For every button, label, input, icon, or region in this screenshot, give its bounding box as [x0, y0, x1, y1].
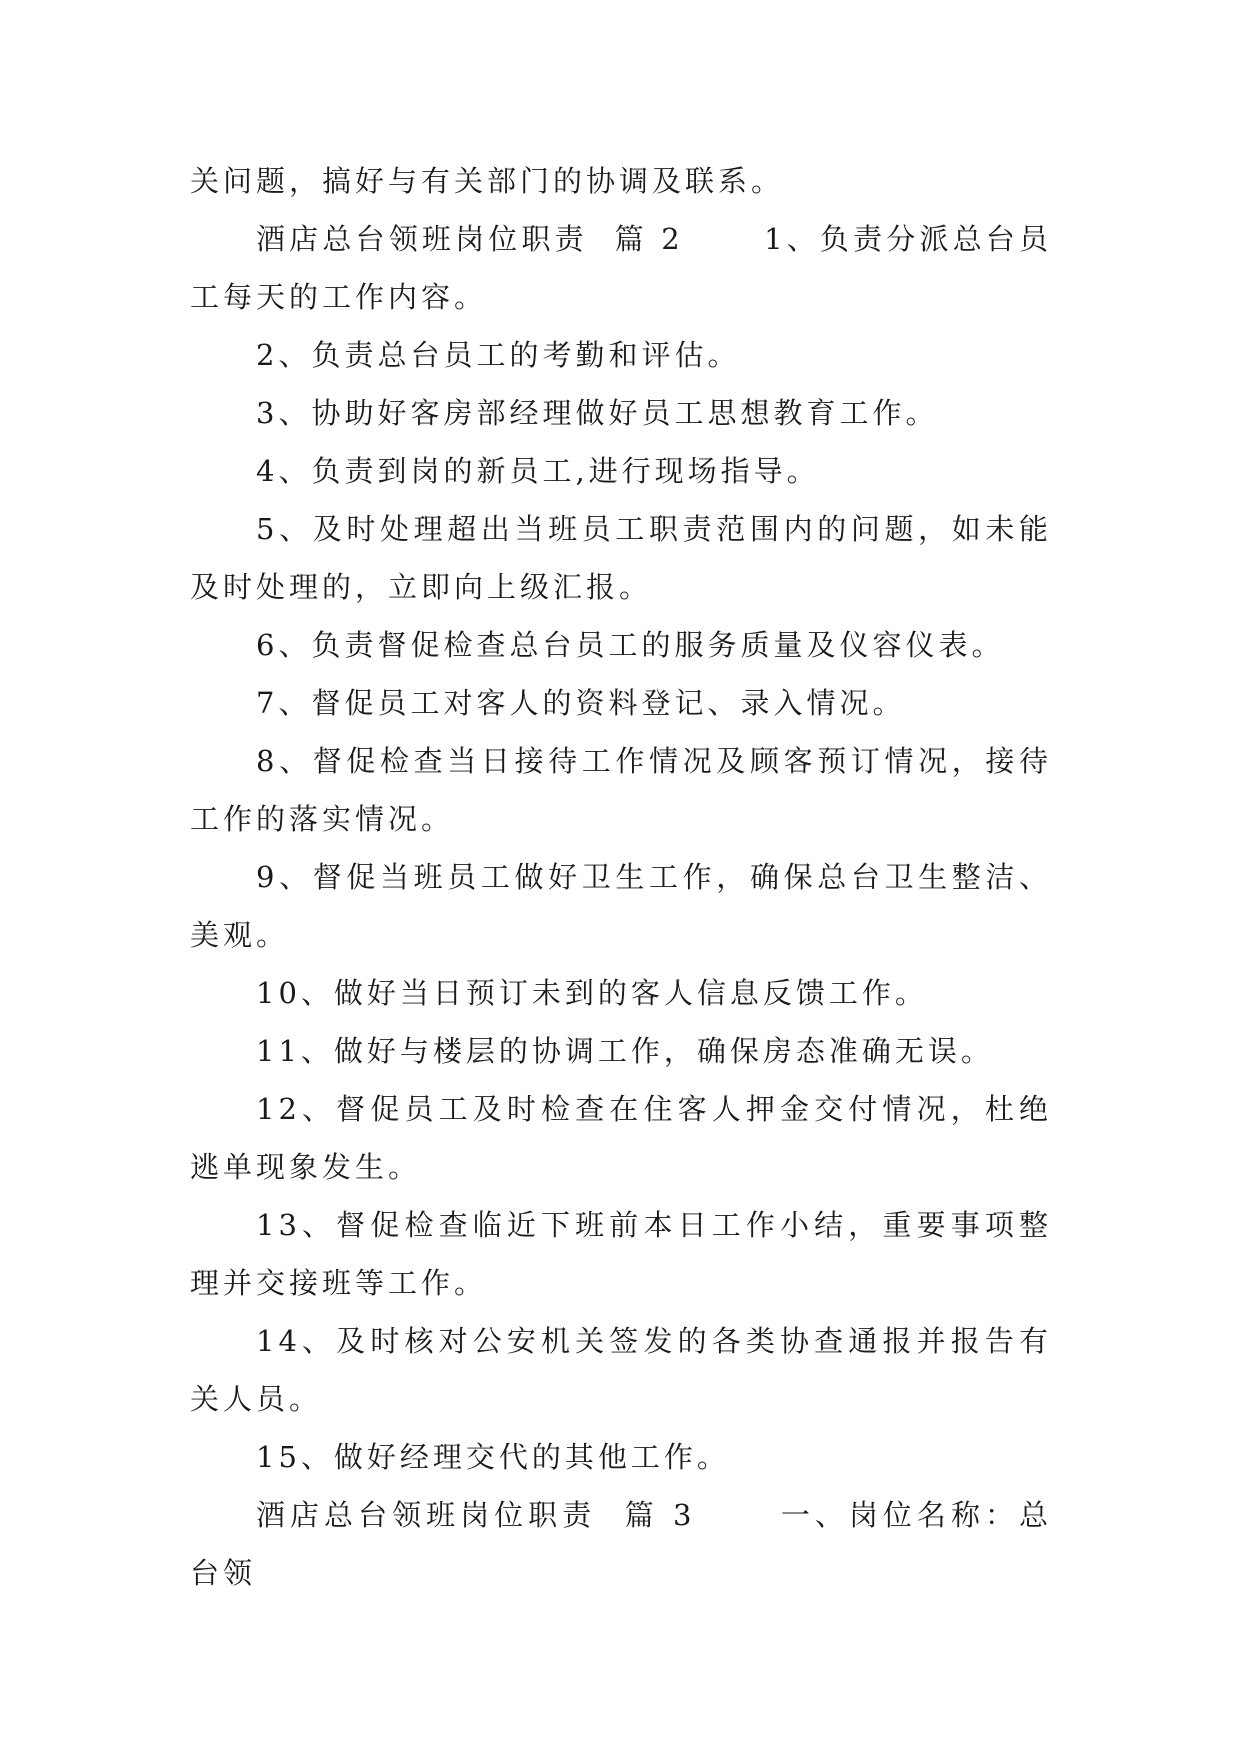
paragraph-item-12: 12、督促员工及时检查在住客人押金交付情况，杜绝逃单现象发生。: [190, 1092, 1052, 1184]
paragraph-continuation: 关问题，搞好与有关部门的协调及联系。: [190, 164, 785, 198]
paragraph-item-9: 9、督促当班员工做好卫生工作，确保总台卫生整洁、美观。: [190, 860, 1052, 952]
document-body: [190, 152, 1052, 1602]
paragraph-item-5: 5、及时处理超出当班员工职责范围内的问题，如未能及时处理的，立即向上级汇报。: [190, 512, 1052, 604]
paragraph-item-14: 14、及时核对公安机关签发的各类协查通报并报告有关人员。: [190, 1324, 1052, 1416]
paragraph-item-13: 13、督促检查临近下班前本日工作小结，重要事项整理并交接班等工作。: [190, 1208, 1052, 1300]
paragraph-item-10: 10、做好当日预订未到的客人信息反馈工作。: [256, 976, 928, 1010]
paragraph-item-7: 7、督促员工对客人的资料登记、录入情况。: [256, 686, 906, 720]
paragraph-item-6: 6、负责督促检查总台员工的服务质量及仪容仪表。: [256, 628, 1005, 662]
paragraph-item-2: 2、负责总台员工的考勤和评估。: [256, 338, 741, 372]
paragraph-item-8: 8、督促检查当日接待工作情况及顾客预订情况，接待工作的落实情况。: [190, 744, 1052, 836]
paragraph-item-15: 15、做好经理交代的其他工作。: [256, 1440, 730, 1474]
paragraph-item-3: 3、协助好客房部经理做好员工思想教育工作。: [256, 396, 939, 430]
paragraph-item-4: 4、负责到岗的新员工,进行现场指导。: [256, 454, 820, 488]
paragraph-section-2-heading: 酒店总台领班岗位职责 篇 2 1、负责分派总台员工每天的工作内容。: [190, 222, 1052, 314]
paragraph-item-11: 11、做好与楼层的协调工作，确保房态准确无误。: [256, 1034, 994, 1068]
paragraph-section-3-heading: 酒店总台领班岗位职责 篇 3 一、岗位名称：总台领: [190, 1498, 1052, 1590]
